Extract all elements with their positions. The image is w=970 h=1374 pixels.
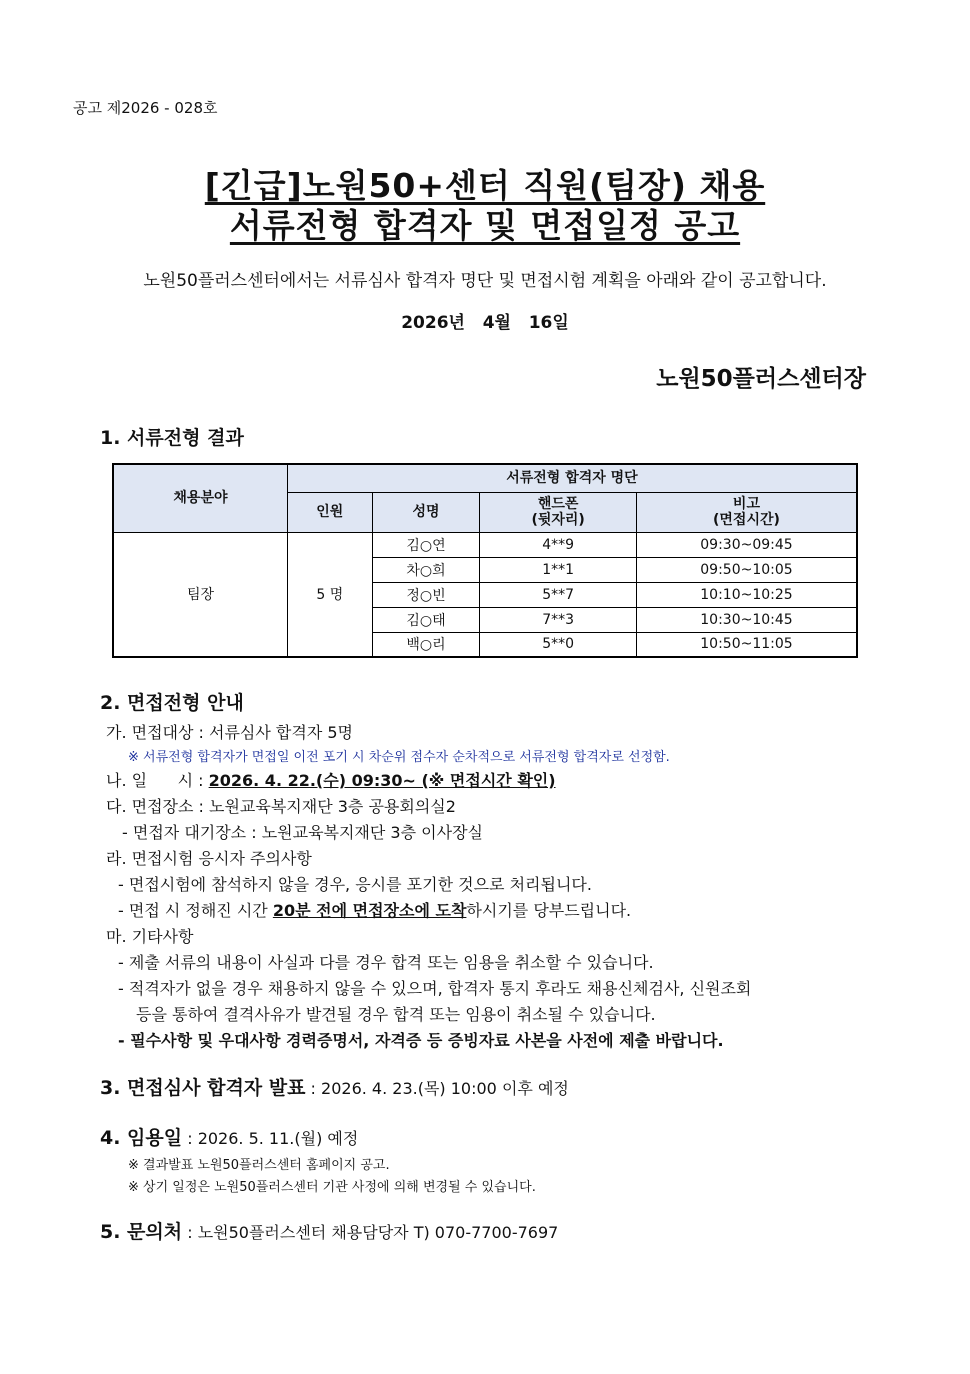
target-note: ※ 서류전형 합격자가 면접일 이전 포기 시 차순위 점수자 순차적으로 서류전형 합격자로 선정함.: [128, 750, 670, 765]
table-row-time: 10:30~10:45: [636, 607, 857, 632]
section-4: 4. 임용일 : 2026. 5. 11.(월) 예정: [100, 1127, 359, 1149]
caution-2: - 면접 시 정해진 시간 20분 전에 면접장소에 도착하시기를 당부드립니다.: [118, 901, 632, 920]
etc-3: - 필수사항 및 우대사항 경력증명서, 자격증 등 증빙자료 사본을 사전에 제출 바랍니다.: [118, 1031, 724, 1050]
table-row-name: 김○태: [372, 607, 480, 632]
section-4-note-1: ※ 결과발표 노원50플러스센터 홈페이지 공고.: [128, 1158, 390, 1173]
group-header: 서류전형 합격자 명단: [287, 464, 857, 492]
etc-heading: 마. 기타사항: [106, 927, 194, 946]
col-name-header: 성명: [372, 492, 480, 532]
table-row-name: 백○리: [372, 632, 480, 657]
section-3: 3. 면접심사 합격자 발표 : 2026. 4. 23.(목) 10:00 이후 예정: [100, 1077, 569, 1099]
table-row-time: 09:30~09:45: [636, 532, 857, 557]
section-5: 5. 문의처 : 노원50플러스센터 채용담당자 T) 070-7700-7697: [100, 1221, 559, 1243]
table-row-time: 10:10~10:25: [636, 582, 857, 607]
result-table: [112, 463, 858, 658]
interview-target: 가. 면접대상 : 서류심사 합격자 5명: [106, 723, 354, 742]
count-cell: 5 명: [287, 532, 372, 657]
table-row-phone: 1**1: [480, 557, 637, 582]
signature: 노원50플러스센터장: [656, 366, 866, 392]
intro-text: 노원50플러스센터에서는 서류심사 합격자 명단 및 면접시험 계획을 아래와 같이 공고합니다.: [143, 271, 827, 291]
table-row-phone: 7**3: [480, 607, 637, 632]
col-count-header: 인원: [287, 492, 372, 532]
section-1-heading: 1. 서류전형 결과: [100, 427, 244, 449]
col-phone-header: 핸드폰 (뒷자리): [480, 492, 637, 532]
interview-place: 다. 면접장소 : 노원교육복지재단 3층 공용회의실2: [106, 797, 456, 816]
table-row-time: 10:50~11:05: [636, 632, 857, 657]
table-row-phone: 4**9: [480, 532, 637, 557]
table-row-time: 09:50~10:05: [636, 557, 857, 582]
title-line-1: [긴급]노원50+센터 직원(팀장) 채용: [204, 166, 766, 205]
etc-2b: 등을 통하여 결격사유가 발견될 경우 합격 또는 임용이 취소될 수 있습니다.: [136, 1005, 656, 1024]
table-row-name: 김○연: [372, 532, 480, 557]
notice-number: 공고 제2026 - 028호: [73, 99, 218, 117]
section-2-heading: 2. 면접전형 안내: [100, 692, 244, 714]
etc-1: - 제출 서류의 내용이 사실과 다를 경우 합격 또는 임용을 취소할 수 있습니다.: [118, 953, 654, 972]
col-field-header: 채용분야: [113, 464, 287, 532]
waiting-place: - 면접자 대기장소 : 노원교육복지재단 3층 이사장실: [122, 823, 483, 842]
caution-1: - 면접시험에 참석하지 않을 경우, 응시를 포기한 것으로 처리됩니다.: [118, 875, 592, 894]
col-note-header: 비고 (면접시간): [636, 492, 857, 532]
notice-date: 2026년 4월 16일: [401, 313, 569, 333]
table-row-phone: 5**7: [480, 582, 637, 607]
field-cell: 팀장: [113, 532, 287, 657]
section-4-note-2: ※ 상기 일정은 노원50플러스센터 기관 사정에 의해 변경될 수 있습니다.: [128, 1180, 536, 1195]
etc-2a: - 적격자가 없을 경우 채용하지 않을 수 있으며, 합격자 통지 후라도 채용신체검사, 신원조회: [118, 979, 752, 998]
interview-datetime: 나. 일 시 : 2026. 4. 22.(수) 09:30~ (※ 면접시간 확인): [106, 771, 556, 790]
table-row-name: 정○빈: [372, 582, 480, 607]
table-row-name: 차○희: [372, 557, 480, 582]
table-row-phone: 5**0: [480, 632, 637, 657]
caution-heading: 라. 면접시험 응시자 주의사항: [106, 849, 312, 868]
title-line-2: 서류전형 합격자 및 면접일정 공고: [229, 206, 741, 245]
